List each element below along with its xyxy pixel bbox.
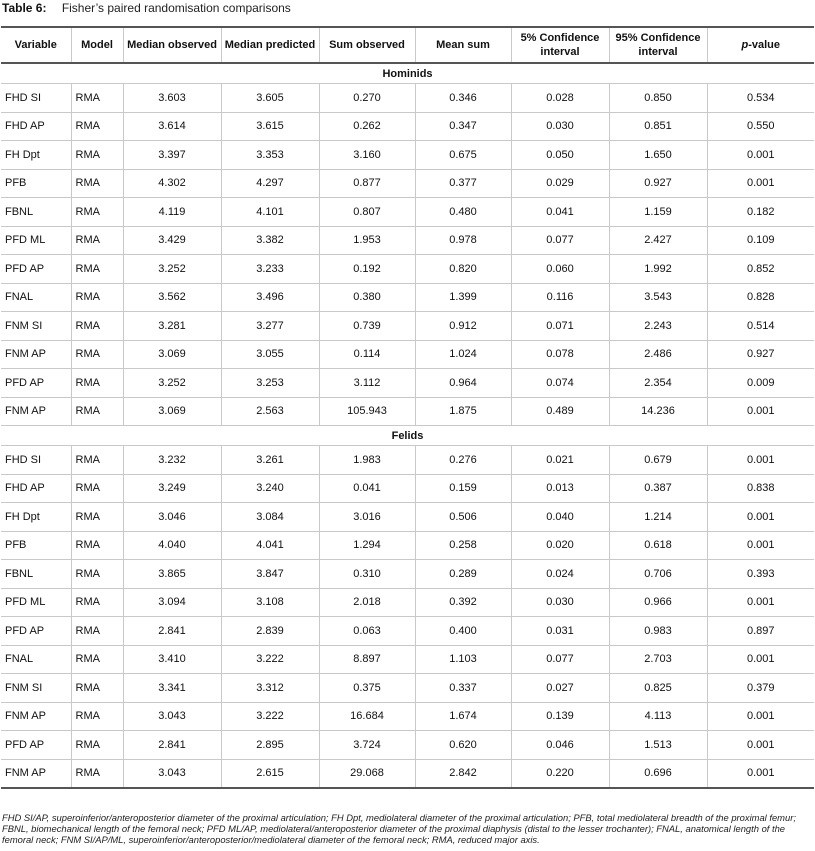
cell-median-observed: 3.069 (123, 340, 221, 369)
cell-median-observed: 3.069 (123, 397, 221, 426)
cell-ci5: 0.021 (511, 446, 609, 475)
cell-variable: FNAL (1, 283, 71, 312)
cell-ci5: 0.220 (511, 759, 609, 788)
cell-median-predicted: 3.108 (221, 588, 319, 617)
cell-ci5: 0.050 (511, 141, 609, 170)
cell-model: RMA (71, 560, 123, 589)
cell-median-observed: 3.094 (123, 588, 221, 617)
cell-ci5: 0.077 (511, 645, 609, 674)
cell-median-predicted: 3.615 (221, 112, 319, 141)
cell-variable: PFD AP (1, 255, 71, 284)
col-header-ci5 (511, 27, 609, 63)
cell-mean-sum: 0.820 (415, 255, 511, 284)
cell-pvalue: 0.182 (707, 198, 814, 227)
pvalue-rest: -value (748, 39, 781, 51)
cell-variable: PFB (1, 531, 71, 560)
cell-sum-observed: 0.262 (319, 112, 415, 141)
cell-sum-observed: 3.160 (319, 141, 415, 170)
cell-sum-observed: 16.684 (319, 702, 415, 731)
cell-pvalue: 0.001 (707, 759, 814, 788)
cell-model: RMA (71, 397, 123, 426)
cell-median-observed: 3.249 (123, 474, 221, 503)
cell-sum-observed: 0.310 (319, 560, 415, 589)
data-table (1, 26, 814, 789)
col-header-sum-observed: Sum observed (319, 27, 415, 63)
cell-pvalue: 0.550 (707, 112, 814, 141)
cell-sum-observed: 29.068 (319, 759, 415, 788)
cell-ci5: 0.031 (511, 617, 609, 646)
table-row (1, 617, 814, 646)
col-header-median-predicted: Median predicted (221, 27, 319, 63)
cell-pvalue: 0.001 (707, 588, 814, 617)
table-row (1, 112, 814, 141)
cell-variable: FNM AP (1, 340, 71, 369)
cell-ci95: 0.696 (609, 759, 707, 788)
cell-mean-sum: 1.399 (415, 283, 511, 312)
cell-variable: FBNL (1, 198, 71, 227)
cell-ci5: 0.024 (511, 560, 609, 589)
cell-median-observed: 3.410 (123, 645, 221, 674)
cell-mean-sum: 0.400 (415, 617, 511, 646)
group-label: Felids (1, 426, 814, 446)
cell-median-observed: 3.043 (123, 759, 221, 788)
cell-sum-observed: 2.018 (319, 588, 415, 617)
table-row (1, 198, 814, 227)
table-row (1, 474, 814, 503)
cell-median-observed: 4.040 (123, 531, 221, 560)
cell-ci95: 0.387 (609, 474, 707, 503)
cell-model: RMA (71, 759, 123, 788)
cell-ci95: 14.236 (609, 397, 707, 426)
cell-mean-sum: 0.620 (415, 731, 511, 760)
cell-mean-sum: 0.392 (415, 588, 511, 617)
cell-pvalue: 0.838 (707, 474, 814, 503)
cell-model: RMA (71, 503, 123, 532)
table-title: Fisher’s paired randomisation comparisons (61, 1, 291, 15)
table-row (1, 531, 814, 560)
cell-pvalue: 0.001 (707, 645, 814, 674)
cell-ci5: 0.013 (511, 474, 609, 503)
cell-median-observed: 3.043 (123, 702, 221, 731)
group-label: Hominids (1, 63, 814, 84)
group-header-row (1, 63, 814, 84)
table-row (1, 759, 814, 788)
cell-model: RMA (71, 255, 123, 284)
cell-sum-observed: 0.114 (319, 340, 415, 369)
cell-ci95: 2.243 (609, 312, 707, 341)
cell-sum-observed: 3.112 (319, 369, 415, 398)
cell-pvalue: 0.001 (707, 169, 814, 198)
table-row (1, 503, 814, 532)
cell-median-predicted: 3.222 (221, 645, 319, 674)
cell-variable: FNM AP (1, 397, 71, 426)
ci95-line2: interval (638, 46, 678, 58)
cell-mean-sum: 0.912 (415, 312, 511, 341)
cell-pvalue: 0.001 (707, 503, 814, 532)
cell-sum-observed: 1.294 (319, 531, 415, 560)
cell-variable: PFD AP (1, 731, 71, 760)
cell-variable: FNM SI (1, 674, 71, 703)
cell-median-observed: 4.119 (123, 198, 221, 227)
cell-median-predicted: 4.101 (221, 198, 319, 227)
cell-mean-sum: 0.506 (415, 503, 511, 532)
cell-sum-observed: 0.375 (319, 674, 415, 703)
cell-ci5: 0.077 (511, 226, 609, 255)
cell-ci5: 0.040 (511, 503, 609, 532)
cell-ci95: 3.543 (609, 283, 707, 312)
table-header (1, 27, 814, 63)
table-caption (2, 0, 291, 18)
cell-model: RMA (71, 588, 123, 617)
cell-model: RMA (71, 617, 123, 646)
col-header-ci95 (609, 27, 707, 63)
cell-mean-sum: 0.159 (415, 474, 511, 503)
cell-sum-observed: 0.807 (319, 198, 415, 227)
cell-pvalue: 0.001 (707, 446, 814, 475)
cell-ci5: 0.074 (511, 369, 609, 398)
cell-ci5: 0.071 (511, 312, 609, 341)
cell-model: RMA (71, 226, 123, 255)
cell-ci5: 0.060 (511, 255, 609, 284)
cell-sum-observed: 0.063 (319, 617, 415, 646)
cell-pvalue: 0.828 (707, 283, 814, 312)
cell-mean-sum: 0.289 (415, 560, 511, 589)
cell-median-predicted: 3.253 (221, 369, 319, 398)
cell-mean-sum: 0.347 (415, 112, 511, 141)
cell-ci95: 0.983 (609, 617, 707, 646)
cell-mean-sum: 0.346 (415, 84, 511, 113)
cell-ci5: 0.489 (511, 397, 609, 426)
cell-sum-observed: 3.724 (319, 731, 415, 760)
cell-sum-observed: 1.953 (319, 226, 415, 255)
cell-ci5: 0.116 (511, 283, 609, 312)
table-row (1, 312, 814, 341)
ci5-line1: 5% Confidence (520, 32, 600, 44)
cell-ci5: 0.020 (511, 531, 609, 560)
cell-median-observed: 3.281 (123, 312, 221, 341)
cell-ci95: 0.706 (609, 560, 707, 589)
cell-ci5: 0.046 (511, 731, 609, 760)
cell-mean-sum: 0.964 (415, 369, 511, 398)
cell-median-predicted: 3.055 (221, 340, 319, 369)
cell-ci95: 1.159 (609, 198, 707, 227)
cell-median-predicted: 3.353 (221, 141, 319, 170)
cell-sum-observed: 0.041 (319, 474, 415, 503)
cell-variable: FHD AP (1, 112, 71, 141)
table-row (1, 226, 814, 255)
cell-median-predicted: 3.312 (221, 674, 319, 703)
table-body (1, 63, 814, 788)
table-row (1, 397, 814, 426)
cell-median-observed: 3.232 (123, 446, 221, 475)
table-row (1, 645, 814, 674)
cell-mean-sum: 1.024 (415, 340, 511, 369)
cell-ci5: 0.078 (511, 340, 609, 369)
cell-sum-observed: 1.983 (319, 446, 415, 475)
cell-model: RMA (71, 312, 123, 341)
cell-ci95: 0.851 (609, 112, 707, 141)
cell-ci5: 0.029 (511, 169, 609, 198)
cell-variable: FH Dpt (1, 141, 71, 170)
cell-pvalue: 0.009 (707, 369, 814, 398)
cell-model: RMA (71, 84, 123, 113)
cell-median-observed: 3.865 (123, 560, 221, 589)
pvalue-italic: p (741, 39, 749, 51)
cell-median-predicted: 3.277 (221, 312, 319, 341)
cell-mean-sum: 0.480 (415, 198, 511, 227)
cell-sum-observed: 8.897 (319, 645, 415, 674)
cell-mean-sum: 0.377 (415, 169, 511, 198)
cell-median-predicted: 2.895 (221, 731, 319, 760)
cell-median-predicted: 3.233 (221, 255, 319, 284)
cell-median-predicted: 3.222 (221, 702, 319, 731)
cell-median-observed: 3.252 (123, 255, 221, 284)
cell-ci5: 0.028 (511, 84, 609, 113)
cell-ci5: 0.027 (511, 674, 609, 703)
cell-variable: PFB (1, 169, 71, 198)
cell-median-predicted: 4.297 (221, 169, 319, 198)
table-row (1, 369, 814, 398)
cell-variable: FNM AP (1, 702, 71, 731)
cell-pvalue: 0.393 (707, 560, 814, 589)
cell-ci95: 4.113 (609, 702, 707, 731)
cell-variable: FHD SI (1, 84, 71, 113)
cell-ci95: 2.427 (609, 226, 707, 255)
ci5-line2: interval (540, 46, 580, 58)
cell-pvalue: 0.001 (707, 397, 814, 426)
table-row (1, 446, 814, 475)
cell-variable: FNM SI (1, 312, 71, 341)
cell-median-predicted: 2.839 (221, 617, 319, 646)
table-row (1, 283, 814, 312)
cell-mean-sum: 1.103 (415, 645, 511, 674)
cell-mean-sum: 0.258 (415, 531, 511, 560)
cell-median-predicted: 3.496 (221, 283, 319, 312)
col-header-variable: Variable (1, 27, 71, 63)
cell-ci95: 0.927 (609, 169, 707, 198)
cell-median-observed: 3.397 (123, 141, 221, 170)
col-header-median-observed: Median observed (123, 27, 221, 63)
cell-median-predicted: 3.240 (221, 474, 319, 503)
cell-ci95: 1.650 (609, 141, 707, 170)
cell-model: RMA (71, 112, 123, 141)
cell-sum-observed: 3.016 (319, 503, 415, 532)
cell-median-observed: 4.302 (123, 169, 221, 198)
cell-pvalue: 0.109 (707, 226, 814, 255)
cell-variable: PFD AP (1, 617, 71, 646)
cell-ci95: 0.618 (609, 531, 707, 560)
cell-mean-sum: 0.337 (415, 674, 511, 703)
cell-ci95: 0.966 (609, 588, 707, 617)
col-header-model: Model (71, 27, 123, 63)
cell-sum-observed: 0.877 (319, 169, 415, 198)
cell-model: RMA (71, 645, 123, 674)
cell-median-observed: 3.603 (123, 84, 221, 113)
cell-pvalue: 0.514 (707, 312, 814, 341)
cell-model: RMA (71, 474, 123, 503)
cell-sum-observed: 0.380 (319, 283, 415, 312)
cell-median-observed: 3.341 (123, 674, 221, 703)
cell-median-observed: 3.562 (123, 283, 221, 312)
cell-sum-observed: 105.943 (319, 397, 415, 426)
table-row (1, 702, 814, 731)
cell-median-predicted: 3.084 (221, 503, 319, 532)
cell-pvalue: 0.001 (707, 141, 814, 170)
table-row (1, 731, 814, 760)
cell-mean-sum: 1.674 (415, 702, 511, 731)
cell-ci95: 2.486 (609, 340, 707, 369)
table-row (1, 674, 814, 703)
cell-ci95: 1.513 (609, 731, 707, 760)
cell-model: RMA (71, 169, 123, 198)
cell-model: RMA (71, 531, 123, 560)
cell-ci5: 0.030 (511, 112, 609, 141)
cell-median-predicted: 2.563 (221, 397, 319, 426)
table-row (1, 169, 814, 198)
cell-variable: FBNL (1, 560, 71, 589)
cell-mean-sum: 1.875 (415, 397, 511, 426)
cell-ci5: 0.030 (511, 588, 609, 617)
cell-variable: FNAL (1, 645, 71, 674)
table-row (1, 141, 814, 170)
cell-median-predicted: 3.847 (221, 560, 319, 589)
cell-variable: FHD SI (1, 446, 71, 475)
header-row (1, 27, 814, 63)
cell-median-observed: 3.046 (123, 503, 221, 532)
group-header-row (1, 426, 814, 446)
cell-median-observed: 3.252 (123, 369, 221, 398)
cell-median-predicted: 3.261 (221, 446, 319, 475)
cell-pvalue: 0.379 (707, 674, 814, 703)
cell-model: RMA (71, 446, 123, 475)
cell-median-predicted: 4.041 (221, 531, 319, 560)
cell-ci95: 1.992 (609, 255, 707, 284)
cell-pvalue: 0.001 (707, 731, 814, 760)
cell-model: RMA (71, 198, 123, 227)
cell-variable: PFD ML (1, 588, 71, 617)
cell-variable: PFD AP (1, 369, 71, 398)
table-row (1, 560, 814, 589)
table-row (1, 340, 814, 369)
cell-ci95: 0.825 (609, 674, 707, 703)
cell-sum-observed: 0.192 (319, 255, 415, 284)
cell-median-observed: 3.614 (123, 112, 221, 141)
cell-ci95: 2.703 (609, 645, 707, 674)
cell-model: RMA (71, 340, 123, 369)
cell-mean-sum: 0.276 (415, 446, 511, 475)
cell-median-predicted: 3.605 (221, 84, 319, 113)
cell-variable: FNM AP (1, 759, 71, 788)
cell-ci5: 0.139 (511, 702, 609, 731)
cell-model: RMA (71, 369, 123, 398)
cell-pvalue: 0.534 (707, 84, 814, 113)
col-header-mean-sum: Mean sum (415, 27, 511, 63)
ci95-line1: 95% Confidence (615, 32, 701, 44)
cell-mean-sum: 2.842 (415, 759, 511, 788)
cell-model: RMA (71, 141, 123, 170)
cell-pvalue: 0.001 (707, 702, 814, 731)
cell-sum-observed: 0.270 (319, 84, 415, 113)
cell-model: RMA (71, 731, 123, 760)
cell-mean-sum: 0.675 (415, 141, 511, 170)
cell-ci5: 0.041 (511, 198, 609, 227)
table-row (1, 255, 814, 284)
cell-pvalue: 0.897 (707, 617, 814, 646)
cell-median-observed: 3.429 (123, 226, 221, 255)
table-footnote: FHD SI/AP, superoinferior/anteroposterior diameter of the proximal articulation; FH Dpt, mediolateral diameter of the proximal articulation; PFB, total mediolateral breadth of the proximal femur; FBNL, biomechanical length of the femoral neck; PFD ML/AP, mediolateral/anteroposterior diameter of the proximal diaphysis (distal to the lesser trochanter); FNAL, anatomical length of the femoral neck; FNM SI/AP/ML, superoinferior/anteroposterior/mediolateral diameter of the femoral neck; RMA, reduced major axis. (2, 812, 796, 845)
cell-pvalue: 0.852 (707, 255, 814, 284)
cell-ci95: 0.850 (609, 84, 707, 113)
cell-median-observed: 2.841 (123, 731, 221, 760)
cell-sum-observed: 0.739 (319, 312, 415, 341)
cell-variable: FH Dpt (1, 503, 71, 532)
cell-median-predicted: 2.615 (221, 759, 319, 788)
cell-variable: FHD AP (1, 474, 71, 503)
table-row (1, 588, 814, 617)
table-row (1, 84, 814, 113)
cell-pvalue: 0.001 (707, 531, 814, 560)
cell-model: RMA (71, 702, 123, 731)
cell-model: RMA (71, 674, 123, 703)
cell-ci95: 0.679 (609, 446, 707, 475)
col-header-pvalue (707, 27, 814, 63)
cell-variable: PFD ML (1, 226, 71, 255)
table-label: Table 6: (2, 1, 47, 15)
cell-ci95: 2.354 (609, 369, 707, 398)
cell-median-observed: 2.841 (123, 617, 221, 646)
cell-model: RMA (71, 283, 123, 312)
cell-median-predicted: 3.382 (221, 226, 319, 255)
cell-mean-sum: 0.978 (415, 226, 511, 255)
cell-pvalue: 0.927 (707, 340, 814, 369)
cell-ci95: 1.214 (609, 503, 707, 532)
